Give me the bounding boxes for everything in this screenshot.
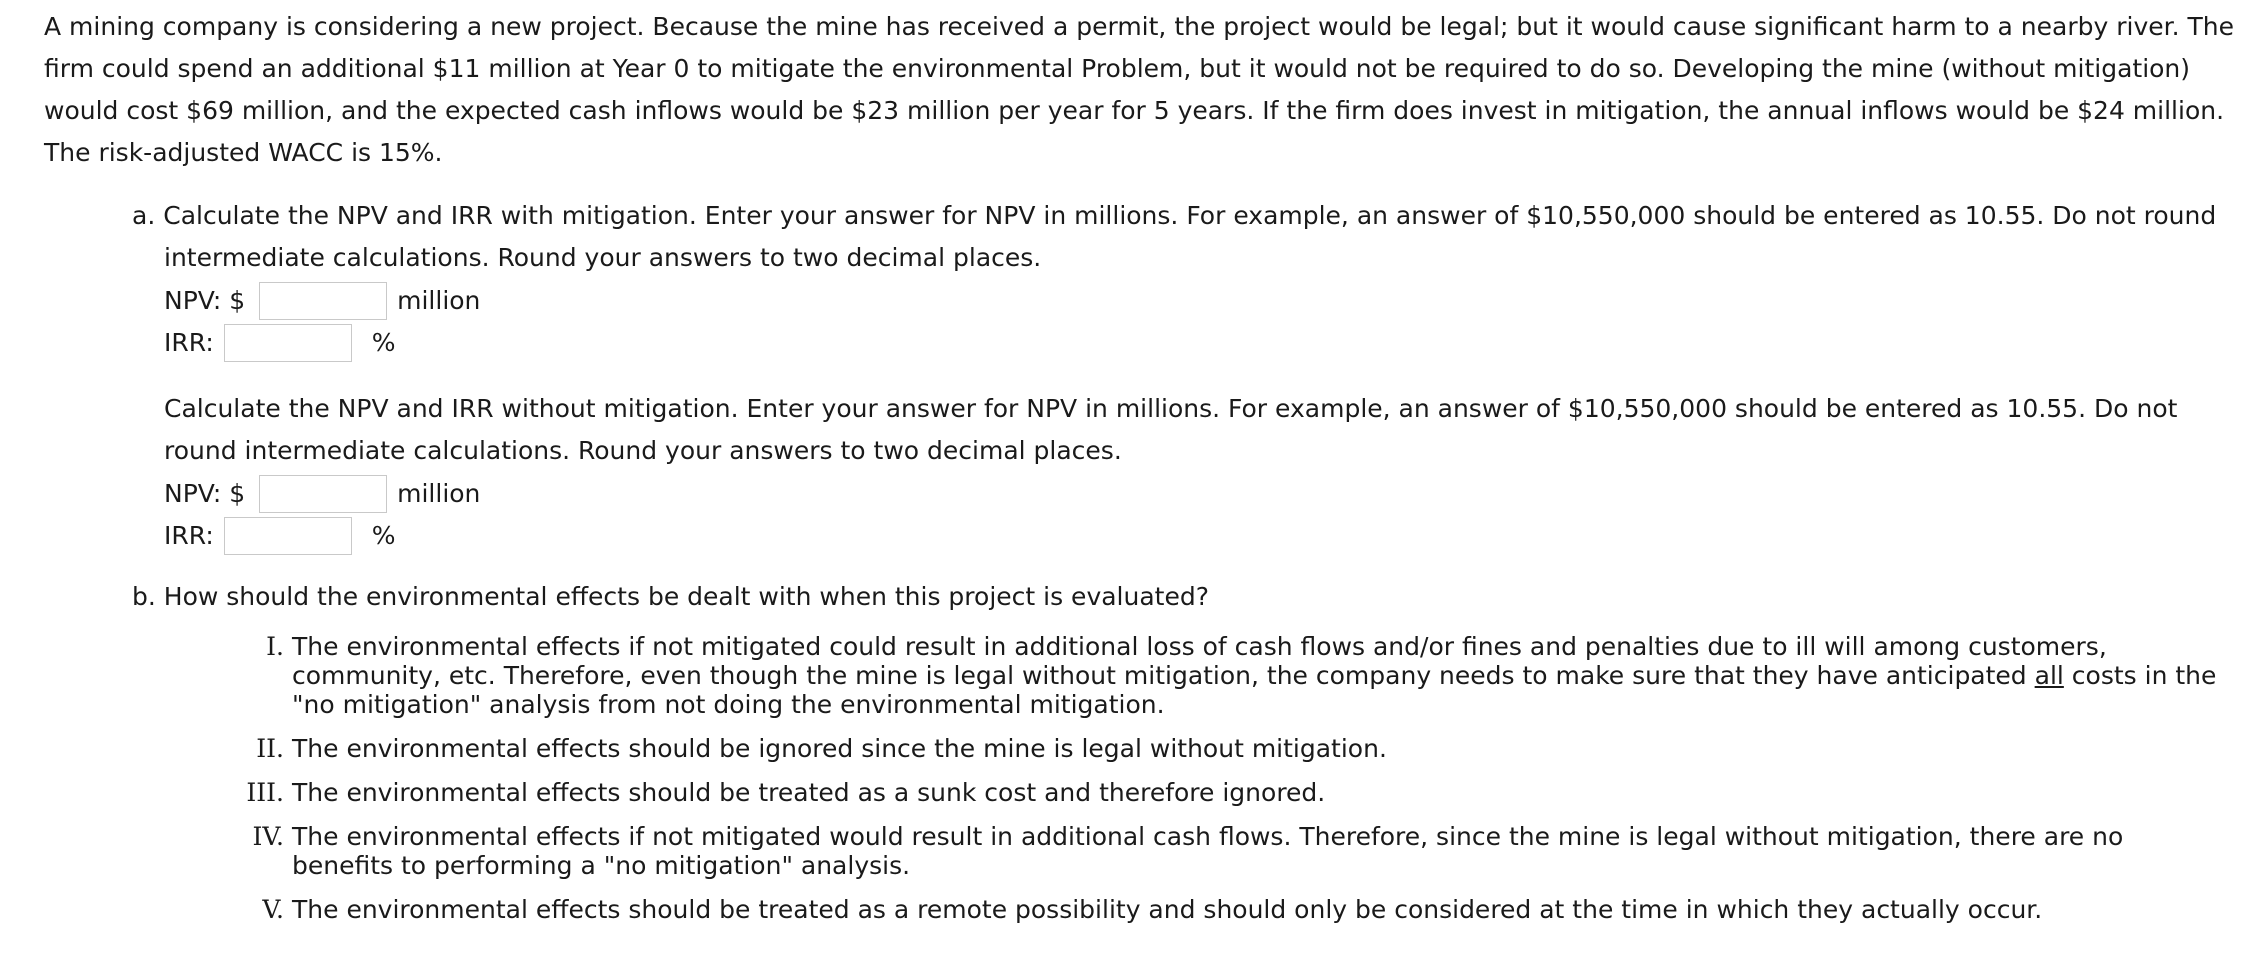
npv-without-unit: million [397, 479, 481, 508]
option-i-underlined: all [2034, 661, 2064, 690]
part-a-without-prompt: Calculate the NPV and IRR without mitigation. Enter your answer for NPV in millions. For example, an answer of $10,550,000 should be entered as 10.55. Do not round intermediate calculations. Round your answers to two decimal places. [164, 394, 2178, 465]
npv-without-label: NPV: $ [164, 479, 246, 508]
option-iii-text: The environmental effects should be treated as a sunk cost and therefore ignored. [292, 778, 1326, 807]
option-ii[interactable] [232, 734, 2232, 763]
option-v-text: The environmental effects should be treated as a remote possibility and should only be considered at the time in which they actually occur. [292, 895, 2043, 924]
option-iv-text: The environmental effects if not mitigated would result in additional cash flows. Therefore, since the mine is legal without mitigation, there are no benefits to performing a "no mitigation" analysis. [292, 822, 2124, 880]
part-a-without [164, 388, 2244, 472]
irr-without-input[interactable] [224, 517, 352, 555]
option-iv-number: IV. [252, 822, 284, 851]
part-b-marker: b. [132, 582, 156, 611]
answer-options [232, 632, 2232, 939]
option-i-text-before: The environmental effects if not mitigated could result in additional loss of cash flows and/or fines and penalties due to ill will among customers, community, etc. Therefore, even though the mine is legal without mitigation, the company needs to make sure that they have anticipated [292, 632, 2107, 690]
option-i[interactable] [232, 632, 2232, 719]
option-ii-text: The environmental effects should be ignored since the mine is legal without mitigation. [292, 734, 1387, 763]
option-ii-number: II. [256, 734, 284, 763]
part-a [132, 195, 2242, 279]
part-b-prompt-text: How should the environmental effects be dealt with when this project is evaluated? [163, 582, 1209, 611]
part-a-marker: a. [132, 201, 156, 230]
problem-statement: A mining company is considering a new project. Because the mine has received a permit, the project would be legal; but it would cause significant harm to a nearby river. The firm could spend an additional $11 million at Year 0 to mitigate the environmental Problem, but it would not be required to do so. Developing the mine (without mitigation) would cost $69 million, and the expected cash inflows would be $23 million per year for 5 years. If the firm does invest in mitigation, the annual inflows would be $24 million. The risk-adjusted WACC is 15%. [44, 12, 2235, 167]
option-v-number: V. [262, 895, 284, 924]
irr-with-row [164, 324, 396, 362]
option-i-number: I. [266, 632, 284, 661]
irr-with-label: IRR: [164, 328, 214, 357]
npv-without-input[interactable] [259, 475, 387, 513]
irr-without-unit: % [371, 521, 396, 550]
npv-with-row [164, 282, 480, 320]
npv-with-input[interactable] [259, 282, 387, 320]
part-b-prompt [132, 576, 2242, 618]
npv-without-row [164, 475, 480, 513]
npv-with-label: NPV: $ [164, 286, 246, 315]
part-a-prompt [132, 195, 2242, 279]
part-b [132, 576, 2242, 618]
option-iii-number: III. [246, 778, 284, 807]
irr-with-unit: % [371, 328, 396, 357]
option-iii[interactable] [232, 778, 2232, 807]
irr-without-label: IRR: [164, 521, 214, 550]
part-a-prompt-text: Calculate the NPV and IRR with mitigation. Enter your answer for NPV in millions. For example, an answer of $10,550,000 should be entered as 10.55. Do not round intermediate calculations. Round your answers to two decimal places. [163, 201, 2217, 272]
option-i-text [292, 632, 2232, 719]
option-v[interactable] [232, 895, 2232, 924]
option-i-text-after: costs in the "no mitigation" analysis from not doing the environmental mitigation. [292, 661, 2217, 719]
irr-with-input[interactable] [224, 324, 352, 362]
option-iv[interactable] [232, 822, 2232, 880]
npv-with-unit: million [397, 286, 481, 315]
irr-without-row [164, 517, 396, 555]
